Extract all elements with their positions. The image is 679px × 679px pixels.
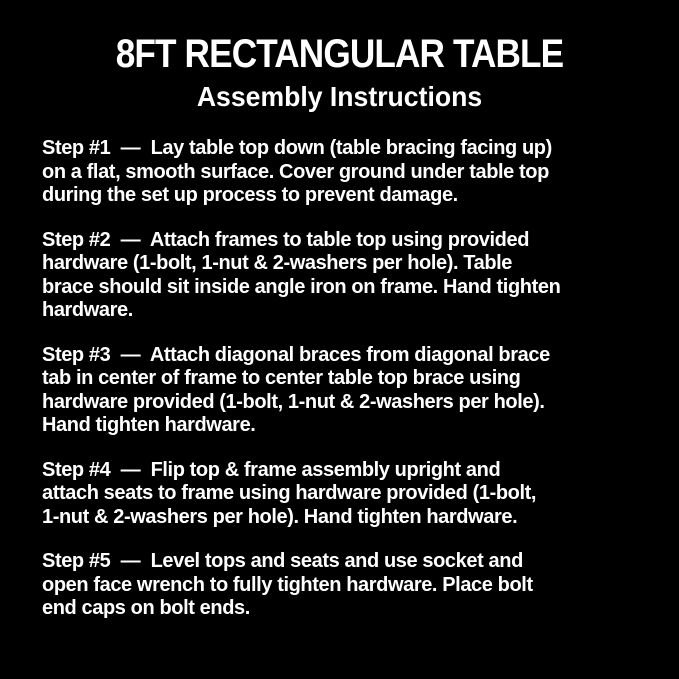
step-4-line-3: 1-nut & 2-washers per hole). Hand tighten hardware. — [42, 505, 518, 528]
step-1-line-3: during the set up process to prevent damage. — [42, 184, 458, 206]
step-2-paragraph — [42, 229, 659, 323]
step-2-line-1: Step #2 — Attach frames to table top using provided — [42, 228, 530, 251]
header — [0, 0, 679, 112]
step-1-line-2: on a flat, smooth surface. Cover ground under table top — [42, 160, 549, 183]
step-1-paragraph — [42, 137, 659, 208]
step-4-paragraph — [42, 459, 659, 530]
page-subtitle: Assembly Instructions — [196, 81, 483, 112]
steps-list — [42, 137, 659, 621]
page-title: 8FT RECTANGULAR TABLE — [115, 32, 564, 76]
step-3-line-1: Step #3 — Attach diagonal braces from diagonal brace — [42, 343, 550, 366]
step-4-line-1: Step #4 — Flip top & frame assembly upright and — [42, 458, 501, 481]
step-5-paragraph — [42, 550, 659, 621]
step-1-line-1: Step #1 — Lay table top down (table bracing facing up) — [42, 137, 552, 159]
step-3-line-2: tab in center of frame to center table top brace using — [42, 367, 521, 389]
step-2-line-3: brace should sit inside angle iron on frame. Hand tighten — [42, 275, 561, 298]
step-4-line-2: attach seats to frame using hardware provided (1-bolt, — [42, 482, 537, 504]
step-3-line-4: Hand tighten hardware. — [42, 414, 256, 436]
step-3-line-3: hardware provided (1-bolt, 1-nut & 2-washers per hole). — [42, 390, 545, 413]
step-5-line-1: Step #5 — Level tops and seats and use socket and — [42, 550, 523, 572]
step-2-line-4: hardware. — [42, 299, 133, 321]
step-5-line-2: open face wrench to fully tighten hardware. Place bolt — [42, 573, 533, 596]
step-5-line-3: end caps on bolt ends. — [42, 597, 250, 619]
step-3-paragraph — [42, 344, 659, 438]
step-2-line-2: hardware (1-bolt, 1-nut & 2-washers per hole). Table — [42, 252, 513, 274]
